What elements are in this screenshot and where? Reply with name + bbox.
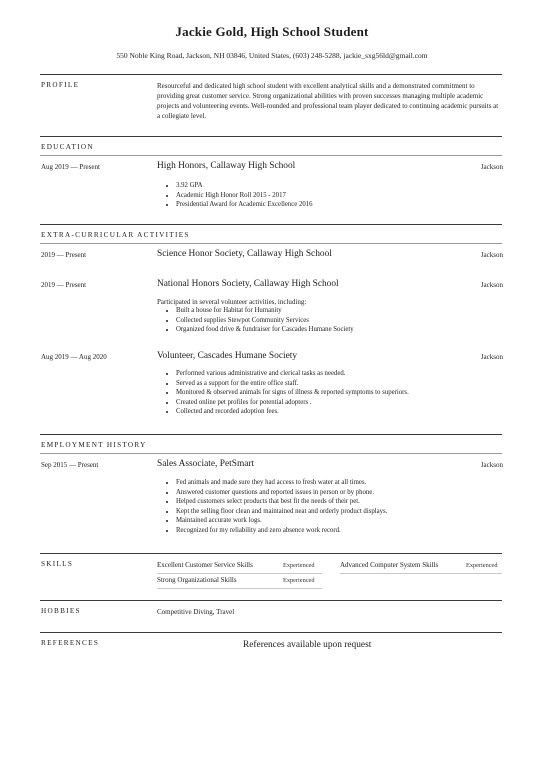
list-item: • Performed various administrative and clerical tasks as needed.: [176, 369, 409, 379]
profile-summary: Resourceful and dedicated high school student with excellent analytical skills and a demonstrated commitment to providing great customer service. Strong organizational abilities with proven successes managing multiple academic projects and volunteering events. Well-rounded and professional team player dedicated to continuing academic pursuits at a collegiate level.: [157, 82, 499, 120]
employment-date: Sep 2015 — Present: [41, 461, 99, 469]
section-divider: [40, 632, 502, 633]
hobbies-heading: HOBBIES: [41, 607, 81, 615]
list-item: • Kept the selling floor clean and maintained neat and orderly product displays.: [176, 507, 387, 517]
hobbies-text: Competitive Diving, Travel: [157, 608, 235, 616]
skill-name: Advanced Computer System Skills: [340, 561, 439, 569]
list-item: • Fed animals and made sure they had access to fresh water at all times.: [176, 478, 387, 488]
activity-intro: Participated in several volunteer activities, including:: [157, 298, 307, 306]
list-item: • Helped customers select products that best fit the needs of their pet.: [176, 497, 387, 507]
activity-title: National Honors Society, Callaway High School: [157, 279, 339, 289]
activity-city: Jackson: [480, 281, 503, 289]
activity-title: Science Honor Society, Callaway High School: [157, 249, 332, 259]
list-item: • Organized food drive & fundraiser for Cascades Humane Society: [176, 325, 354, 335]
profile-heading: PROFILE: [41, 81, 80, 89]
list-item: • Built a house for Habitat for Humanity: [176, 306, 354, 316]
extracurricular-heading: EXTRA-CURRICULAR ACTIVITIES: [41, 231, 190, 239]
list-item: • Served as a support for the entire office staff.: [176, 379, 409, 389]
activity-city: Jackson: [480, 353, 503, 361]
activity-bullets: [158, 369, 409, 417]
list-item: • Monitored & observed animals for signs of illness & reported symptoms to superiors.: [176, 388, 409, 398]
list-item: • Collected and recorded adoption fees.: [176, 407, 409, 417]
references-heading: REFERENCES: [41, 639, 100, 647]
activity-title: Volunteer, Cascades Humane Society: [157, 351, 298, 361]
heading-underline: [40, 243, 502, 244]
activity-date: Aug 2019 — Aug 2020: [41, 353, 107, 361]
skill-underline: [157, 573, 322, 574]
employment-title: Sales Associate, PetSmart: [157, 459, 255, 469]
education-heading: EDUCATION: [41, 143, 94, 151]
employment-city: Jackson: [480, 461, 503, 469]
section-divider: [40, 553, 502, 554]
heading-underline: [40, 155, 502, 156]
list-item: • Answered customer questions and reported issues in person or by phone.: [176, 488, 387, 498]
list-item: • 3.92 GPA: [176, 181, 313, 191]
skill-name: Excellent Customer Service Skills: [157, 561, 253, 569]
list-item: • Collected supplies Stewpot Community Services: [176, 316, 354, 326]
skills-heading: SKILLS: [41, 560, 74, 568]
section-divider: [40, 434, 502, 435]
employment-bullets: [158, 478, 387, 536]
heading-underline: [40, 453, 502, 454]
skill-name: Strong Organizational Skills: [157, 576, 237, 584]
education-city: Jackson: [480, 163, 503, 171]
list-item: • Presidential Award for Academic Excellence 2016: [176, 200, 313, 210]
section-divider: [40, 136, 502, 137]
candidate-name: Jackie Gold, High School Student: [175, 24, 369, 39]
activity-date: 2019 — Present: [41, 251, 87, 259]
activity-bullets: [158, 306, 354, 335]
activity-city: Jackson: [480, 251, 503, 259]
list-item: • Maintained accurate work logs.: [176, 516, 387, 526]
list-item: • Recognized for my reliability and zero absence work record.: [176, 526, 387, 536]
list-item: • Academic High Honor Roll 2015 - 2017: [176, 191, 313, 201]
education-title: High Honors, Callaway High School: [157, 161, 296, 171]
references-text: References available upon request: [243, 640, 372, 650]
contact-details: 550 Noble King Road, Jackson, NH 03846, United States, (603) 248-5288, jackie_sxg56ld@gmail.com: [116, 51, 428, 60]
education-date: Aug 2019 — Present: [41, 163, 100, 171]
skill-level: Experienced: [283, 562, 315, 569]
section-divider: [40, 600, 502, 601]
activity-date: 2019 — Present: [41, 281, 87, 289]
skill-underline: [340, 573, 502, 574]
skill-level: Experienced: [466, 562, 498, 569]
education-bullets: [158, 181, 313, 210]
employment-heading: EMPLOYMENT HISTORY: [41, 441, 147, 449]
section-divider: [40, 74, 502, 75]
section-divider: [40, 224, 502, 225]
list-item: • Created online pet profiles for potential adopters .: [176, 398, 409, 408]
skill-underline: [157, 588, 322, 589]
skill-level: Experienced: [283, 577, 315, 584]
